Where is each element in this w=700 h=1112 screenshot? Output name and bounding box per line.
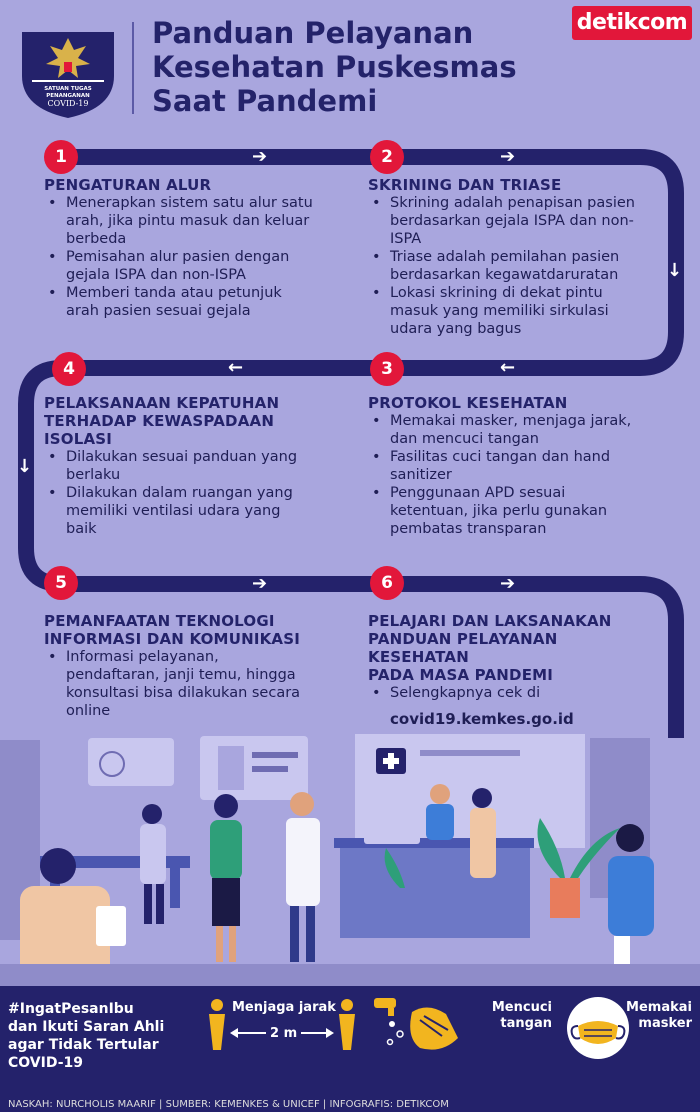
mask-label-1: Memakai — [626, 1000, 692, 1015]
handwash-label — [476, 1000, 552, 1032]
logo-text-1: SATUAN TUGAS — [44, 86, 92, 92]
step-6-title-3: PADA MASA PANDEMI — [368, 666, 554, 684]
hashtag-line-3: agar Tidak Tertular — [8, 1037, 159, 1053]
path-arrow-down-icon: ↓ — [667, 260, 683, 281]
distance-person-right-icon — [336, 998, 358, 1050]
step-6 — [368, 612, 658, 728]
step-1-bullet-3: • Memberi tanda atau petunjuk arah pasien sesuai gejala — [44, 284, 314, 320]
hashtag-line-4: COVID-19 — [8, 1055, 84, 1071]
step-5-title-2: INFORMASI DAN KOMUNIKASI — [44, 630, 301, 648]
step-4-title-1: PELAKSANAAN KEPATUHAN — [44, 394, 280, 412]
step-2-title: SKRINING DAN TRIASE — [368, 176, 562, 194]
path-arrow-left-icon: ← — [228, 357, 244, 378]
satgas-covid-logo — [18, 20, 118, 120]
clinic-illustration — [0, 728, 700, 986]
step-1-bullet-1: • Menerapkan sistem satu alur satu arah, jika pintu masuk dan keluar berbeda — [44, 194, 314, 248]
step-1 — [44, 176, 314, 320]
step-6-bullets — [368, 684, 658, 702]
step-3-bullet-1: • Memakai masker, menjaga jarak, dan mencuci tangan — [368, 412, 638, 448]
mask-label-2: masker — [638, 1016, 692, 1031]
title-line-1: Panduan Pelayanan — [152, 16, 474, 50]
step-1-bullet-2: • Pemisahan alur pasien dengan gejala ISPA dan non-ISPA — [44, 248, 314, 284]
distance-label: Menjaga jarak — [232, 1000, 336, 1015]
credits: NASKAH: NURCHOLIS MAARIF | SUMBER: KEMENKES & UNICEF | INFOGRAFIS: DETIKCOM — [0, 1098, 700, 1112]
title-line-2: Kesehatan Puskesmas — [152, 50, 517, 84]
step-2-badge: 2 — [370, 140, 404, 174]
mask-label — [620, 1000, 692, 1032]
step-3-title: PROTOKOL KESEHATAN — [368, 394, 568, 412]
step-2-bullets — [368, 194, 638, 338]
step-3-badge: 3 — [370, 352, 404, 386]
step-4 — [44, 394, 314, 538]
path-arrow-right-icon: ➔ — [500, 573, 516, 594]
hashtag-line-1: #IngatPesanIbu — [8, 1001, 134, 1017]
handwash-label-1: Mencuci — [491, 1000, 552, 1015]
distance-person-left-icon — [206, 998, 228, 1050]
step-5 — [44, 612, 304, 720]
handwash-icon — [372, 994, 468, 1056]
page-title — [152, 16, 542, 118]
step-6-title-2: PANDUAN PELAYANAN KESEHATAN — [368, 630, 558, 666]
step-2-bullet-3: • Lokasi skrining di dekat pintu masuk yang memiliki sirkulasi udara yang bagus — [368, 284, 638, 338]
step-3-bullets — [368, 412, 638, 538]
step-3-bullet-3: • Penggunaan APD sesuai ketentuan, jika perlu gunakan pembatas transparan — [368, 484, 638, 538]
step-1-badge: 1 — [44, 140, 78, 174]
kemkes-link[interactable]: covid19.kemkes.go.id — [390, 710, 574, 728]
step-2-bullet-1: • Skrining adalah penapisan pasien berdasarkan gejala ISPA dan non-ISPA — [368, 194, 638, 248]
step-4-title-3: ISOLASI — [44, 430, 113, 448]
step-1-bullets — [44, 194, 314, 320]
step-3 — [368, 394, 638, 538]
logo-text-2: PENANGANAN — [46, 93, 90, 99]
step-3-bullet-2: • Fasilitas cuci tangan dan hand sanitizer — [368, 448, 638, 484]
step-4-bullet-2: • Dilakukan dalam ruangan yang memiliki ventilasi udara yang baik — [44, 484, 314, 538]
step-5-badge: 5 — [44, 566, 78, 600]
step-4-bullet-1: • Dilakukan sesuai panduan yang berlaku — [44, 448, 314, 484]
step-4-title-2: TERHADAP KEWASPADAAN — [44, 412, 275, 430]
hashtag-line-2: dan Ikuti Saran Ahli — [8, 1019, 165, 1035]
hashtag-message — [8, 1000, 198, 1072]
step-2 — [368, 176, 638, 338]
step-4-badge: 4 — [52, 352, 86, 386]
path-arrow-right-icon: ➔ — [252, 146, 268, 167]
path-arrow-down-icon: ↓ — [17, 456, 33, 477]
logo-text-3: COVID-19 — [47, 99, 89, 108]
path-arrow-left-icon: ← — [500, 357, 516, 378]
handwash-label-2: tangan — [500, 1016, 552, 1031]
step-2-bullet-2: • Triase adalah pemilahan pasien berdasarkan kegawatdaruratan — [368, 248, 638, 284]
step-4-bullets — [44, 448, 314, 538]
path-arrow-right-icon: ➔ — [252, 573, 268, 594]
step-5-bullet-1: • Informasi pelayanan, pendaftaran, janji temu, hingga konsultasi bisa dilakukan secara online — [44, 648, 304, 720]
step-5-title-1: PEMANFAATAN TEKNOLOGI — [44, 612, 275, 630]
step-6-title-1: PELAJARI DAN LAKSANAKAN — [368, 612, 612, 630]
step-6-bullet-1: • Selengkapnya cek di — [368, 684, 658, 702]
distance-value: 2 m — [266, 1026, 301, 1042]
header-divider — [132, 22, 134, 114]
path-arrow-right-icon: ➔ — [500, 146, 516, 167]
step-1-title: PENGATURAN ALUR — [44, 176, 212, 194]
title-line-3: Saat Pandemi — [152, 84, 378, 118]
brand-logo: detikcom — [572, 6, 692, 40]
step-6-badge: 6 — [370, 566, 404, 600]
step-5-bullets — [44, 648, 304, 720]
